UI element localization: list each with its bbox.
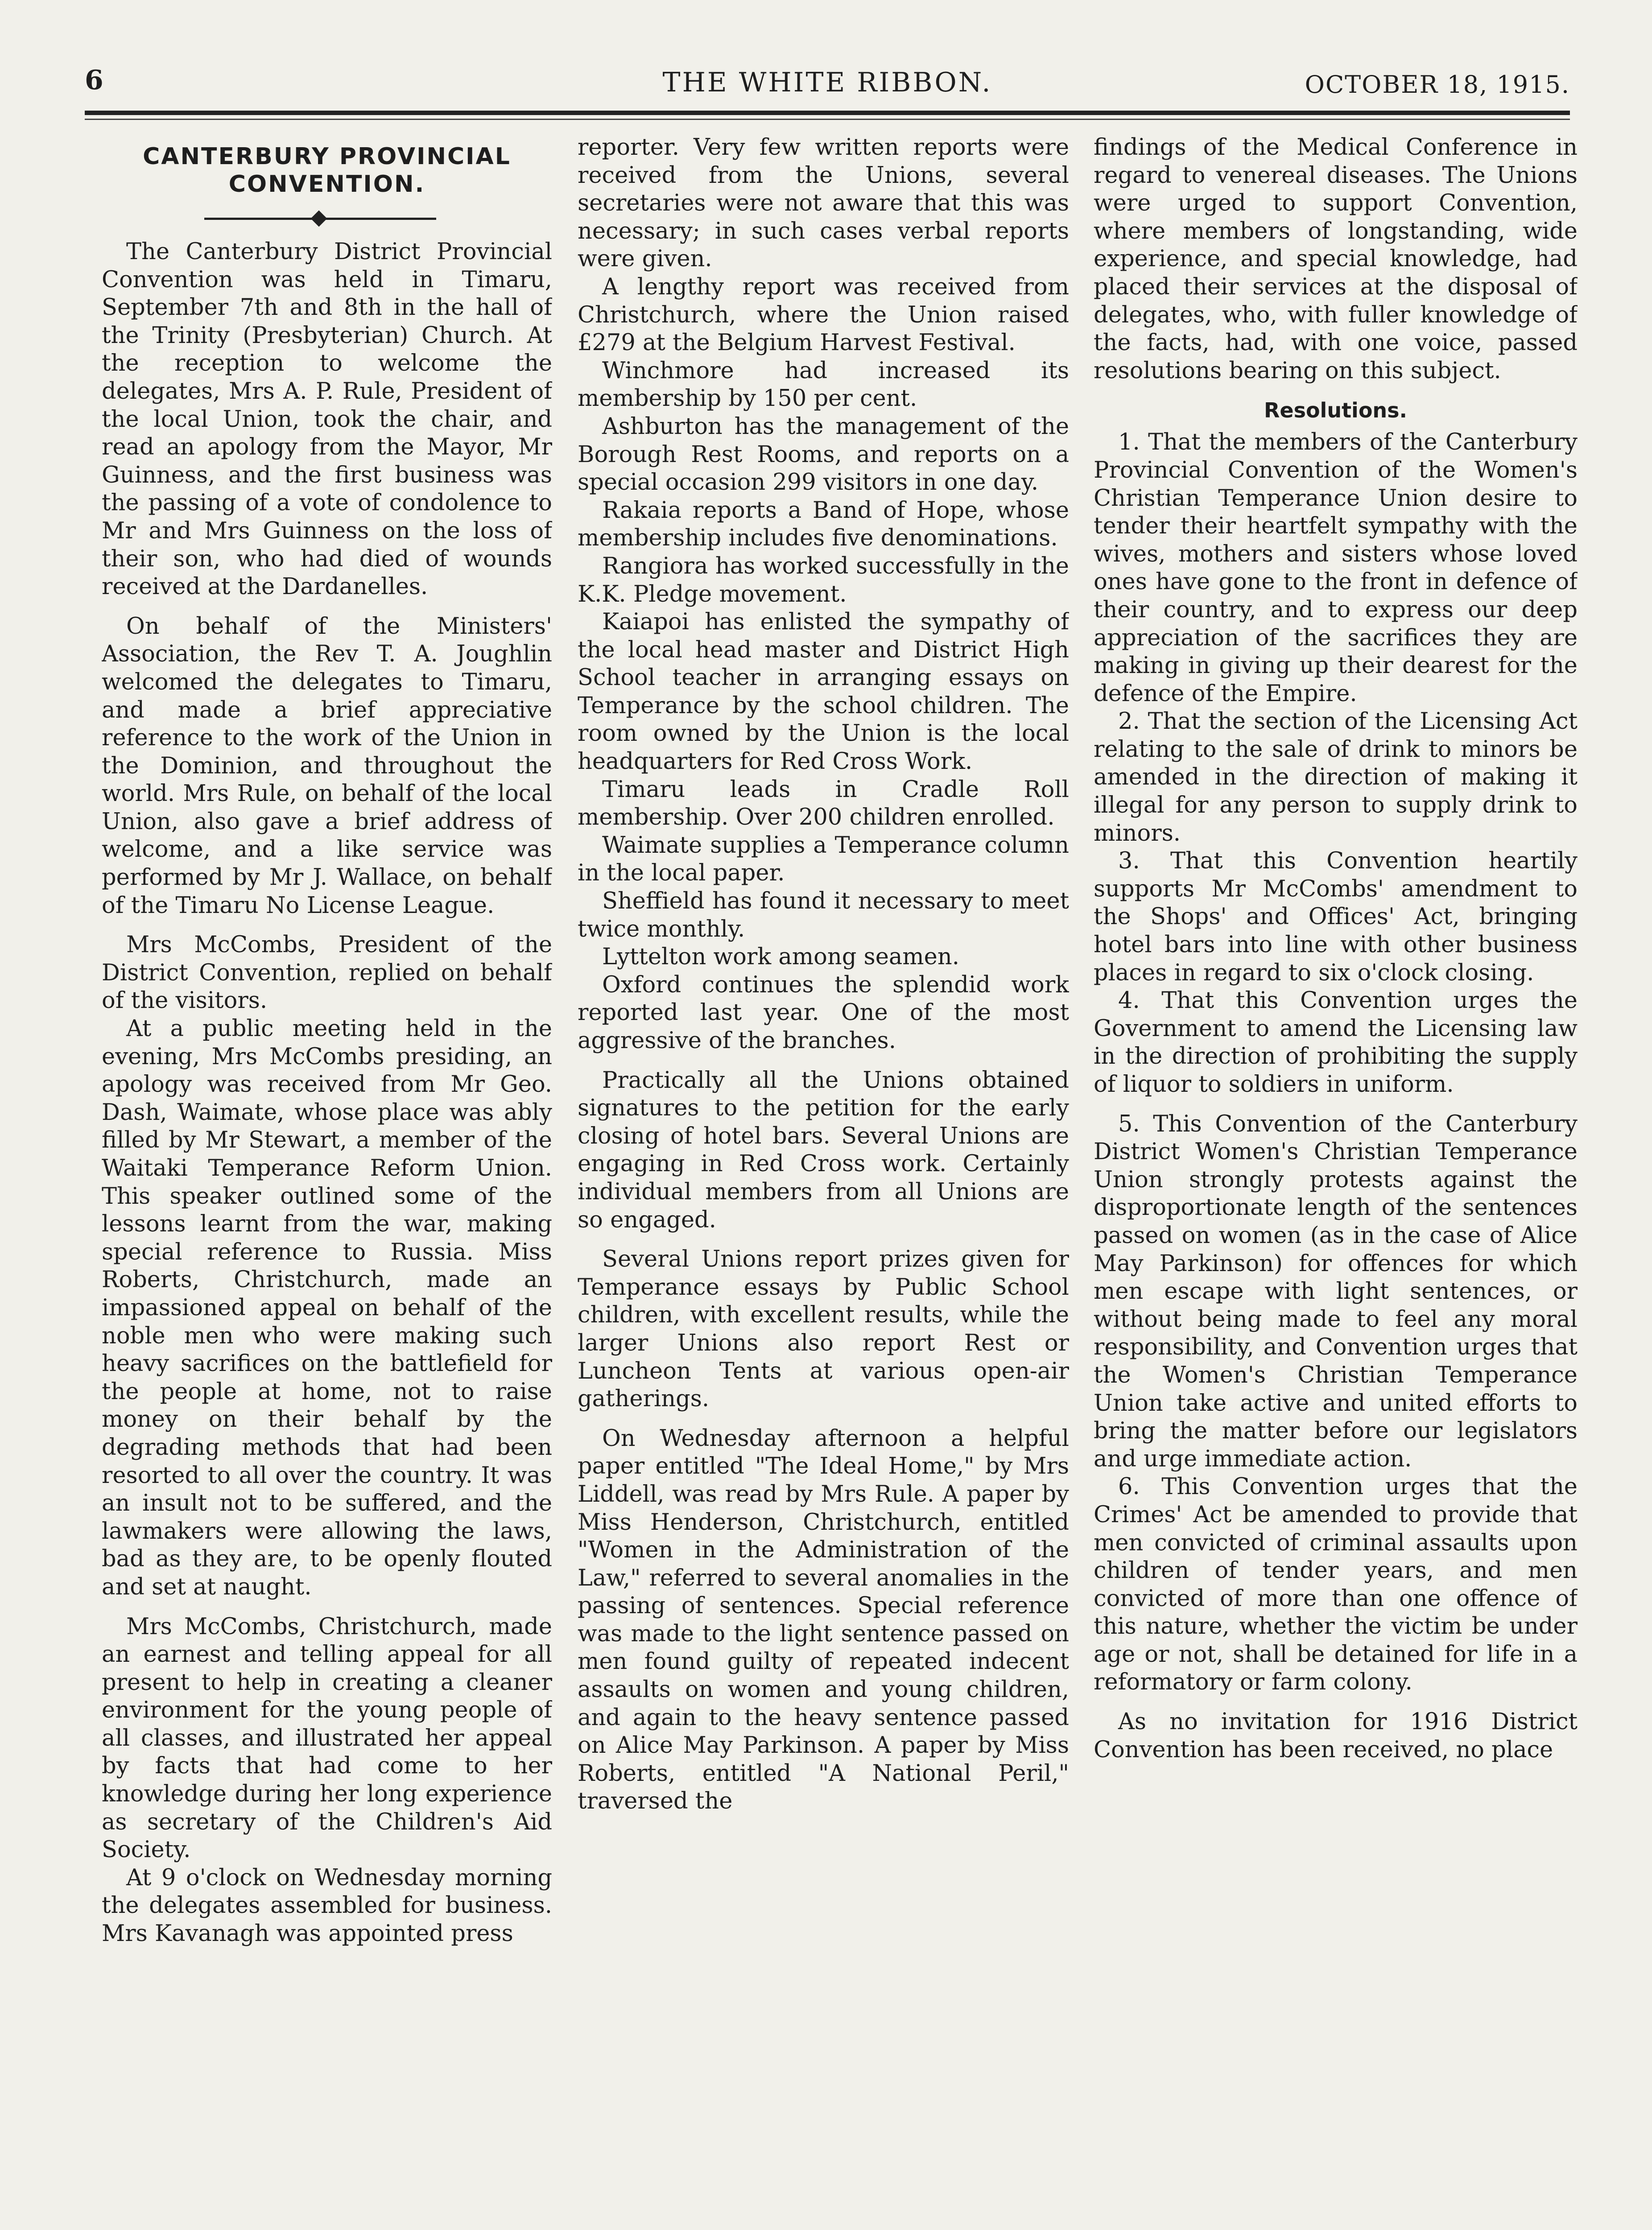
paragraph: Oxford continues the splendid work reported last year. One of the most aggressive of the branches.	[578, 971, 1069, 1054]
paragraph: On behalf of the Ministers' Association, the Rev T. A. Joughlin welcomed the delegates to Timaru, and made a brief appreciative reference to the work of the Union in the Dominion, and throughout the world. Mrs Rule, on behalf of the local Union, also gave a brief address of welcome, and a like service was performed by Mr J. Wallace, on behalf of the Timaru No License League.	[102, 613, 552, 919]
paragraph: Ashburton has the management of the Borough Rest Rooms, and reports on a special occasion 299 visitors in one day.	[578, 413, 1069, 496]
diamond-ornament-icon	[311, 211, 327, 227]
paragraph: Several Unions report prizes given for Temperance essays by Public School children, with excellent results, while the larger Unions also report Rest or Luncheon Tents at various open-air gatherings.	[578, 1246, 1069, 1412]
paragraph: Sheffield has found it necessary to meet twice monthly.	[578, 888, 1069, 942]
publication-title: THE WHITE RIBBON.	[662, 67, 992, 98]
article-title	[102, 143, 552, 198]
column-1	[102, 134, 552, 2230]
paragraph: A lengthy report was received from Christchurch, where the Union raised £279 at the Belgium Harvest Festival.	[578, 273, 1069, 356]
paragraph: Mrs McCombs, Christchurch, made an earnest and telling appeal for all present to help in creating a cleaner environment for the young people of all classes, and illustrated her appeal by facts that had come to her knowledge during her long experience as secretary of the Children's Aid Society.	[102, 1613, 552, 1863]
paragraph: The Canterbury District Provincial Convention was held in Timaru, September 7th and 8th in the hall of the Trinity (Presbyterian) Church. At the reception to welcome the delegates, Mrs A. P. Rule, President of the local Union, took the chair, and read an apology from the Mayor, Mr Guinness, and the first business was the passing of a vote of condolence to Mr and Mrs Guinness on the loss of their son, who had died of wounds received at the Dardanelles.	[102, 239, 552, 600]
paragraph: Winchmore had increased its membership by 150 per cent.	[578, 357, 1069, 412]
paragraph: On Wednesday afternoon a helpful paper entitled "The Ideal Home," by Mrs Liddell, was read by Mrs Rule. A paper by Miss Henderson, Christchurch, entitled "Women in the Administration of the Law," referred to several anomalies in the passing of sentences. Special reference was made to the light sentence passed on men found guilty of repeated indecent assaults on women and young children, and again to the heavy sentence passed on Alice May Parkinson. A paper by Miss Roberts, entitled "A National Peril," traversed the	[578, 1425, 1069, 1815]
paragraph: Timaru leads in Cradle Roll membership. Over 200 children enrolled.	[578, 776, 1069, 831]
paragraph: Practically all the Unions obtained signatures to the petition for the early closing of hotel bars. Several Unions are engaging in Red Cross work. Certainly individual members from all Unions are so engaged.	[578, 1067, 1069, 1233]
paragraph: As no invitation for 1916 District Convention has been received, no place	[1094, 1709, 1578, 1763]
resolution-item: 2. That the section of the Licensing Act relating to the sale of drink to minors be amended in the direction of making it illegal for any person to supply drink to minors.	[1094, 708, 1578, 847]
paragraph: Rangiora has worked successfully in the K.K. Pledge movement.	[578, 553, 1069, 607]
resolution-item: 1. That the members of the Canterbury Provincial Convention of the Women's Christian Temperance Union desire to tender their heartfelt sympathy with the wives, mothers and sisters whose loved ones have gone to the front in defence of their country, and to express our deep appreciation of the sacrifices they are making in giving up their dearest for the defence of the Empire.	[1094, 429, 1578, 707]
paragraph: Rakaia reports a Band of Hope, whose membership includes five denominations.	[578, 497, 1069, 552]
column-2	[578, 134, 1069, 2230]
article-title-line-2: CONVENTION.	[228, 171, 425, 198]
page-header	[85, 62, 1570, 107]
paragraph: At a public meeting held in the evening, Mrs McCombs presiding, an apology was received from Mr Geo. Dash, Waimate, whose place was ably filled by Mr Stewart, a member of the Waitaki Temperance Reform Union. This speaker outlined some of the lessons learnt from the war, making special reference to Russia. Miss Roberts, Christchurch, made an impassioned appeal on behalf of the noble men who were making such heavy sacrifices on the battlefield for the people at home, not to raise money on their behalf by the degrading methods that had been resorted to all over the country. It was an insult not to be suffered, and the lawmakers were allowing the laws, bad as they are, to be openly flouted and set at naught.	[102, 1016, 552, 1600]
header-rule-thin	[85, 119, 1570, 120]
paragraph: Mrs McCombs, President of the District Convention, replied on behalf of the visitors.	[102, 932, 552, 1014]
paragraph: findings of the Medical Conference in regard to venereal diseases. The Unions were urged to support Convention, where members of longstanding, wide experience, and special knowledge, had placed their services at the disposal of delegates, who, with fuller knowledge of the facts, had, with one voice, passed resolutions bearing on this subject.	[1094, 134, 1578, 384]
article-title-line-1: CANTERBURY PROVINCIAL	[143, 143, 511, 170]
column-3	[1094, 134, 1578, 2230]
resolutions-heading: Resolutions.	[1264, 398, 1408, 423]
paragraph: Lyttelton work among seamen.	[602, 944, 959, 970]
ornamental-divider	[102, 198, 552, 238]
resolution-item: 6. This Convention urges that the Crimes' Act be amended to provide that men convicted of criminal assaults upon children of tender years, and men convicted of more than one offence of this nature, whether the victim be under age or not, shall be detained for life in a reformatory or farm colony.	[1094, 1474, 1578, 1696]
issue-date: OCTOBER 18, 1915.	[1305, 70, 1570, 99]
resolution-item: 3. That this Convention heartily supports Mr McCombs' amendment to the Shops' and Offices' Act, bringing hotel bars into line with other business places in regard to six o'clock closing.	[1094, 848, 1578, 986]
paragraph: reporter. Very few written reports were received from the Unions, several secretaries were not aware that this was necessary; in such cases verbal reports were given.	[578, 134, 1069, 273]
resolution-item: 4. That this Convention urges the Government to amend the Licensing law in the direction of prohibiting the supply of liquor to soldiers in uniform.	[1094, 987, 1578, 1098]
paragraph: Waimate supplies a Temperance column in the local paper.	[578, 832, 1069, 887]
paragraph: Kaiapoi has enlisted the sympathy of the local head master and District High School teacher in arranging essays on Temperance by the school children. The room owned by the Union is the local headquarters for Red Cross Work.	[578, 609, 1069, 775]
paragraph: At 9 o'clock on Wednesday morning the delegates assembled for business. Mrs Kavanagh was appointed press	[102, 1864, 552, 1947]
header-rule	[85, 111, 1570, 115]
resolution-item: 5. This Convention of the Canterbury District Women's Christian Temperance Union strongly protests against the disproportionate length of the sentences passed on women (as in the case of Alice May Parkinson) for offences for which men escape with light sentences, or without being made to feel any moral responsibility, and Convention urges that the Women's Christian Temperance Union take active and united efforts to bring the matter before our legislators and urge immediate action.	[1094, 1111, 1578, 1472]
page-number: 6	[85, 65, 103, 96]
